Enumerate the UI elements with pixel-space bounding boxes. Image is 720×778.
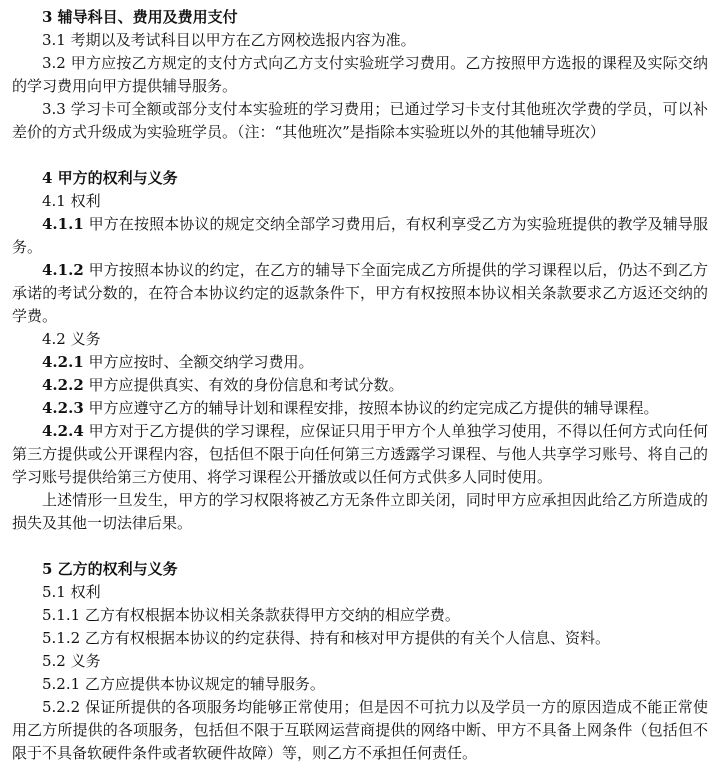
- subsection-4-2-title: 4.2 义务: [42, 330, 101, 348]
- clause-text: 甲方应提供真实、有效的身份信息和考试分数。: [83, 376, 404, 394]
- clause-text: 甲方在按照本协议的规定交纳全部学习费用后，有权利享受乙方为实验班提供的教学及辅导服务。: [12, 215, 708, 256]
- section-4-title: 4 甲方的权利与义务: [42, 169, 178, 187]
- clause-5-2-1: 5.2.1 乙方应提供本协议规定的辅导服务。: [42, 675, 325, 693]
- clause-5-1-1: 5.1.1 乙方有权根据本协议相关条款获得甲方交纳的相应学费。: [42, 606, 460, 624]
- clause-text: 甲方应按时、全额交纳学习费用。: [83, 353, 314, 371]
- section-gap: [12, 144, 708, 167]
- clause-number: 4.2.2: [42, 376, 84, 394]
- clause-4-2-1: [12, 351, 708, 374]
- clause-number: 4.1.2: [42, 261, 84, 279]
- consequence-paragraph: 上述情形一旦发生，甲方的学习权限将被乙方无条件立即关闭，同时甲方应承担因此给乙方所造成的损失及其他一切法律后果。: [12, 491, 708, 532]
- subsection-5-1-title: 5.1 权利: [42, 583, 101, 601]
- clause-4-2-4: [12, 420, 708, 489]
- section-gap: [12, 535, 708, 558]
- clause-3-1: 3.1 考期以及考试科目以甲方在乙方网校选报内容为准。: [42, 31, 416, 49]
- clause-4-1-2: [12, 259, 708, 328]
- clause-text: 甲方对于乙方提供的学习课程，应保证只用于甲方个人单独学习使用，不得以任何方式向任何第三方提供或公开课程内容，包括但不限于向任何第三方透露学习课程、与他人共享学习账号、将自己的学习账号提供给第三方使用、将学习课程公开播放或以任何方式供多人同时使用。: [12, 422, 708, 486]
- section-3-title: 3 辅导科目、费用及费用支付: [42, 8, 238, 26]
- clause-text: 甲方应遵守乙方的辅导计划和课程安排，按照本协议的约定完成乙方提供的辅导课程。: [83, 399, 659, 417]
- clause-5-1-2: 5.1.2 乙方有权根据本协议的约定获得、持有和核对甲方提供的有关个人信息、资料。: [42, 629, 610, 647]
- subsection-4-1-title: 4.1 权利: [42, 192, 101, 210]
- clause-number: 4.1.1: [42, 215, 84, 233]
- clause-number: 4.2.4: [42, 422, 84, 440]
- clause-text: 甲方按照本协议的约定，在乙方的辅导下全面完成乙方所提供的学习课程以后，仍达不到乙方承诺的考试分数的，在符合本协议约定的返款条件下，甲方有权按照本协议相关条款要求乙方返还交纳的学费。: [12, 261, 708, 325]
- clause-4-2-2: [12, 374, 708, 397]
- clause-5-2-2: 5.2.2 保证所提供的各项服务均能够正常使用；但是因不可抗力以及学员一方的原因造成不能正常使用乙方所提供的各项服务，包括但不限于互联网运营商提供的网络中断、甲方不具备上网条件（包括但不限于不具备软硬件条件或者软硬件故障）等，则乙方不承担任何责任。: [12, 698, 708, 762]
- clause-number: 4.2.1: [42, 353, 84, 371]
- clause-3-3: 3.3 学习卡可全额或部分支付本实验班的学习费用；已通过学习卡支付其他班次学费的学员，可以补差价的方式升级成为实验班学员。（注：“其他班次”是指除本实验班以外的其他辅导班次）: [12, 100, 708, 141]
- clause-number: 4.2.3: [42, 399, 84, 417]
- clause-4-1-1: [12, 213, 708, 259]
- clause-4-2-3: [12, 397, 708, 420]
- subsection-5-2-title: 5.2 义务: [42, 652, 101, 670]
- clause-3-2: 3.2 甲方应按乙方规定的支付方式向乙方支付实验班学习费用。乙方按照甲方选报的课程及实际交纳的学习费用向甲方提供辅导服务。: [12, 54, 708, 95]
- section-5-title: 5 乙方的权利与义务: [42, 560, 178, 578]
